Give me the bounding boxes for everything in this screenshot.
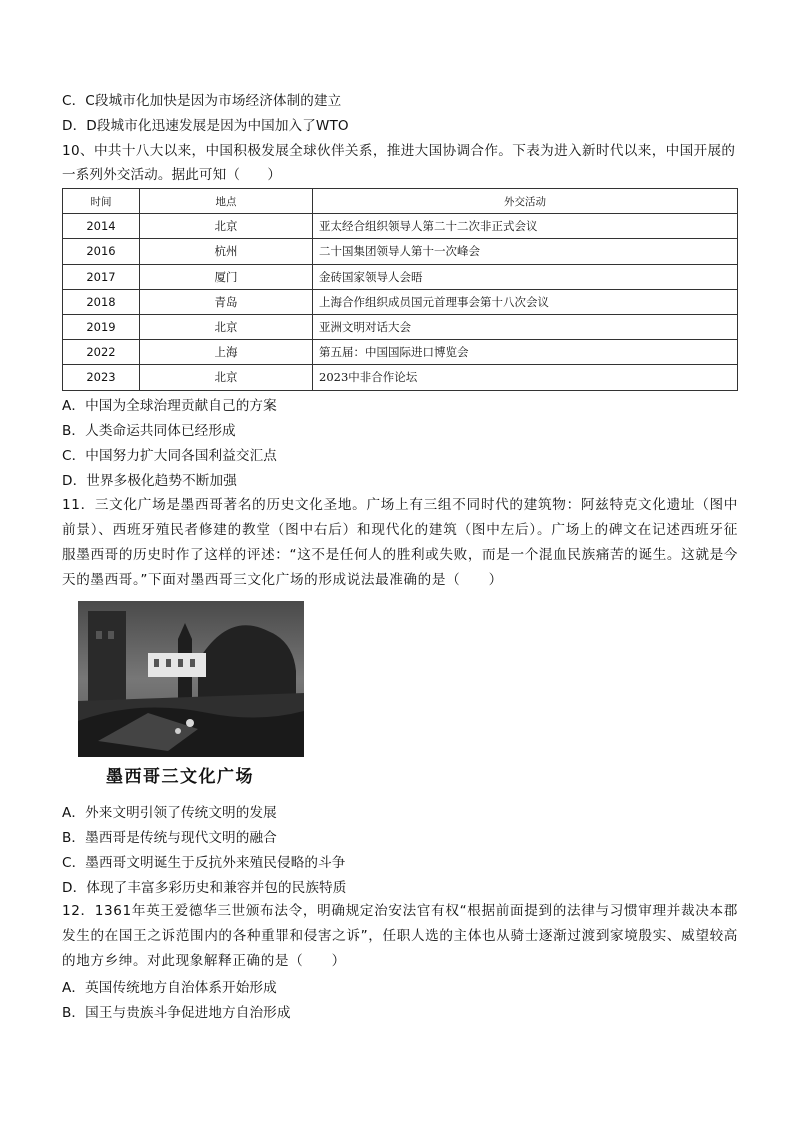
q11-stem: 11．三文化广场是墨西哥著名的历史文化圣地。广场上有三组不同时代的建筑物：阿兹特克文化遗址（图中前景）、西班牙殖民者修建的教堂（图中右后）和现代化的建筑（图中左后）。广场上的碑文在记述西班牙征服墨西哥的历史时作了这样的评述：“这不是任何人的胜利或失败，而是一个混血民族痛苦的诞生。这就是今天的墨西哥。”下面对墨西哥三文化广场的形成说法最准确的是（ ）	[62, 497, 738, 588]
cell-place: 北京	[140, 214, 313, 239]
cell-activity: 亚太经合组织领导人第二十二次非正式会议	[313, 214, 738, 239]
table-row	[63, 289, 738, 314]
q10-stem-line2: 一系列外交活动。据此可知（ ）	[62, 167, 282, 183]
q12-stem: 12．1361年英王爱德华三世颁布法令，明确规定治安法官有权“根据前面提到的法律与习惯审理并裁决本郡发生的在国王之诉范围内的各种重罪和侵害之诉”，任职人选的主体也从骑士逐渐过渡到家境殷实、威望较高的地方乡绅。对此现象解释正确的是（ ）	[62, 903, 738, 969]
cell-year: 2016	[63, 239, 140, 264]
cell-activity: 二十国集团领导人第十一次峰会	[313, 239, 738, 264]
cell-place: 北京	[140, 365, 313, 390]
table-header-row	[63, 189, 738, 214]
q10-option-b: B．人类命运共同体已经形成	[62, 423, 236, 439]
table-row	[63, 340, 738, 365]
cell-year: 2023	[63, 365, 140, 390]
q11-option-a: A．外来文明引领了传统文明的发展	[62, 805, 277, 821]
cell-year: 2018	[63, 289, 140, 314]
table-row	[63, 264, 738, 289]
q12-option-a: A．英国传统地方自治体系开始形成	[62, 980, 277, 996]
plaza-photo	[78, 601, 304, 757]
plaza-photo-caption: 墨西哥三文化广场	[106, 767, 254, 787]
table-row	[63, 314, 738, 339]
cell-place: 北京	[140, 314, 313, 339]
cell-place: 杭州	[140, 239, 313, 264]
table-row	[63, 365, 738, 390]
cell-year: 2014	[63, 214, 140, 239]
cell-activity: 上海合作组织成员国元首理事会第十八次会议	[313, 289, 738, 314]
q11-option-d: D．体现了丰富多彩历史和兼容并包的民族特质	[62, 880, 347, 896]
cell-place: 厦门	[140, 264, 313, 289]
plaza-photo-image	[78, 601, 304, 757]
cell-activity: 2023中非合作论坛	[313, 365, 738, 390]
q9-option-c: C．C段城市化加快是因为市场经济体制的建立	[62, 93, 342, 109]
cell-activity: 金砖国家领导人会晤	[313, 264, 738, 289]
cell-year: 2022	[63, 340, 140, 365]
q10-option-d: D．世界多极化趋势不断加强	[62, 473, 237, 489]
diplomatic-activities-table	[62, 188, 738, 391]
q10-option-c: C．中国努力扩大同各国利益交汇点	[62, 448, 277, 464]
cell-year: 2017	[63, 264, 140, 289]
q11-option-b: B．墨西哥是传统与现代文明的融合	[62, 830, 277, 846]
q11-option-c: C．墨西哥文明诞生于反抗外来殖民侵略的斗争	[62, 855, 346, 871]
header-activity: 外交活动	[313, 189, 738, 214]
cell-place: 上海	[140, 340, 313, 365]
cell-place: 青岛	[140, 289, 313, 314]
q10-stem-line1: 10、中共十八大以来，中国积极发展全球伙伴关系，推进大国协调合作。下表为进入新时代以来，中国开展的	[62, 143, 736, 159]
q12-option-b: B．国王与贵族斗争促进地方自治形成	[62, 1005, 291, 1021]
table-row	[63, 239, 738, 264]
header-time: 时间	[63, 189, 140, 214]
cell-activity: 亚洲文明对话大会	[313, 314, 738, 339]
cell-year: 2019	[63, 314, 140, 339]
header-place: 地点	[140, 189, 313, 214]
table-row	[63, 214, 738, 239]
cell-activity: 第五届：中国国际进口博览会	[313, 340, 738, 365]
q10-option-a: A．中国为全球治理贡献自己的方案	[62, 398, 277, 414]
q9-option-d: D．D段城市化迅速发展是因为中国加入了WTO	[62, 118, 349, 134]
